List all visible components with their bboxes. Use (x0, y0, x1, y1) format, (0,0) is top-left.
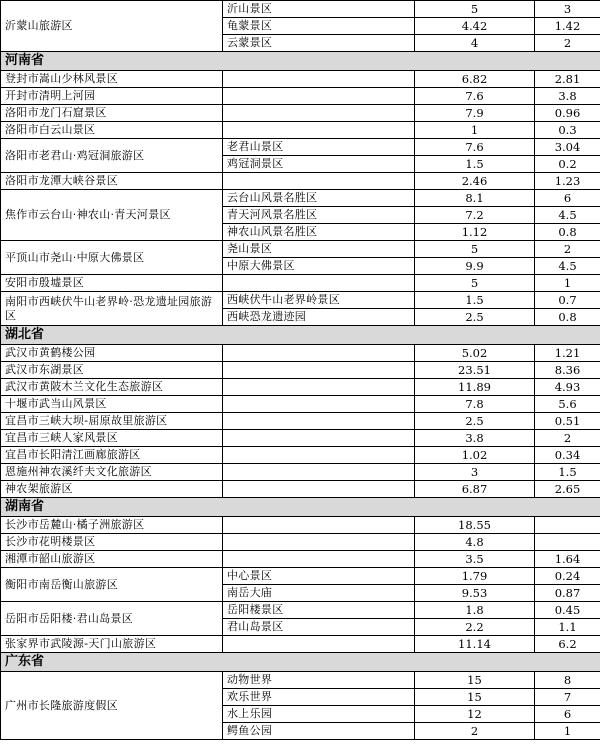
value-cell: 0.51 (535, 413, 600, 430)
sub-area-cell (223, 551, 415, 568)
sub-area-cell (223, 447, 415, 464)
value-cell: 1.1 (535, 619, 600, 636)
table-row (1, 1, 600, 18)
table-row (1, 464, 600, 481)
value-cell: 3.8 (535, 88, 600, 105)
value-cell: 0.3 (535, 122, 600, 139)
province-row (1, 498, 600, 517)
value-cell: 5 (415, 1, 535, 18)
table-body (1, 1, 600, 740)
value-cell: 1.8 (415, 602, 535, 619)
value-cell: 1.5 (415, 156, 535, 173)
table-row (1, 517, 600, 534)
scenic-area-name: 洛阳市龙潭大峡谷景区 (1, 173, 223, 190)
table-row (1, 636, 600, 653)
scenic-area-name: 张家界市武陵源-天门山旅游区 (1, 636, 223, 653)
table-row (1, 362, 600, 379)
province-label: 河南省 (1, 52, 600, 71)
sub-area-cell (223, 534, 415, 551)
value-cell: 3.8 (415, 430, 535, 447)
value-cell: 11.14 (415, 636, 535, 653)
sub-area-cell (223, 362, 415, 379)
sub-area-name: 鸡冠洞景区 (223, 156, 415, 173)
sub-area-cell (223, 396, 415, 413)
table-row (1, 481, 600, 498)
value-cell: 4.93 (535, 379, 600, 396)
value-cell: 0.87 (535, 585, 600, 602)
value-cell: 0.34 (535, 447, 600, 464)
value-cell: 7.2 (415, 207, 535, 224)
scenic-area-name: 洛阳市老君山·鸡冠洞旅游区 (1, 139, 223, 173)
value-cell: 7.9 (415, 105, 535, 122)
value-cell: 3.5 (415, 551, 535, 568)
value-cell: 5.02 (415, 345, 535, 362)
value-cell: 7.8 (415, 396, 535, 413)
value-cell: 1.21 (535, 345, 600, 362)
value-cell: 15 (415, 672, 535, 689)
value-cell (535, 534, 600, 551)
sub-area-name: 沂山景区 (223, 1, 415, 18)
scenic-area-name: 武汉市东湖景区 (1, 362, 223, 379)
table-row (1, 122, 600, 139)
value-cell: 4.5 (535, 258, 600, 275)
sub-area-name: 龟蒙景区 (223, 18, 415, 35)
sub-area-name: 水上乐园 (223, 706, 415, 723)
value-cell: 3 (415, 464, 535, 481)
value-cell: 0.24 (535, 568, 600, 585)
sub-area-name: 老君山景区 (223, 139, 415, 156)
value-cell: 2.2 (415, 619, 535, 636)
sub-area-cell (223, 71, 415, 88)
scenic-area-name: 衡阳市南岳衡山旅游区 (1, 568, 223, 602)
value-cell: 1 (535, 723, 600, 740)
scenic-area-name: 南阳市西峡伏牛山老界岭·恐龙遗址园旅游区 (1, 292, 223, 326)
table-row (1, 602, 600, 619)
sub-area-name: 君山岛景区 (223, 619, 415, 636)
sub-area-name: 云台山风景名胜区 (223, 190, 415, 207)
value-cell: 8.1 (415, 190, 535, 207)
value-cell: 23.51 (415, 362, 535, 379)
value-cell: 0.8 (535, 224, 600, 241)
value-cell: 2.46 (415, 173, 535, 190)
scenic-area-name: 沂蒙山旅游区 (1, 1, 223, 52)
scenic-area-name: 长沙市岳麓山·橘子洲旅游区 (1, 517, 223, 534)
value-cell: 4.42 (415, 18, 535, 35)
table-row (1, 71, 600, 88)
sub-area-cell (223, 173, 415, 190)
value-cell: 6 (535, 706, 600, 723)
sub-area-name: 欢乐世界 (223, 689, 415, 706)
province-row (1, 653, 600, 672)
scenic-area-name: 神农架旅游区 (1, 481, 223, 498)
province-label: 湖北省 (1, 326, 600, 345)
scenic-area-name: 登封市嵩山少林风景区 (1, 71, 223, 88)
scenic-area-name: 洛阳市白云山景区 (1, 122, 223, 139)
value-cell: 1 (415, 122, 535, 139)
sub-area-cell (223, 464, 415, 481)
scenic-area-name: 平顶山市尧山·中原大佛景区 (1, 241, 223, 275)
table-row (1, 413, 600, 430)
value-cell: 6.2 (535, 636, 600, 653)
value-cell: 0.96 (535, 105, 600, 122)
table-row (1, 105, 600, 122)
scenic-area-name: 武汉市黄鹤楼公园 (1, 345, 223, 362)
table-row (1, 292, 600, 309)
sub-area-cell (223, 345, 415, 362)
scenic-area-name: 宜昌市三峡人家风景区 (1, 430, 223, 447)
value-cell: 6.82 (415, 71, 535, 88)
value-cell: 4.5 (535, 207, 600, 224)
value-cell: 2 (415, 723, 535, 740)
sub-area-cell (223, 636, 415, 653)
sub-area-name: 岳阳楼景区 (223, 602, 415, 619)
value-cell: 2 (535, 35, 600, 52)
table-row (1, 241, 600, 258)
scenic-area-name: 长沙市花明楼景区 (1, 534, 223, 551)
province-label: 湖南省 (1, 498, 600, 517)
value-cell: 1.64 (535, 551, 600, 568)
value-cell: 1.79 (415, 568, 535, 585)
scenic-area-name: 恩施州神农溪纤夫文化旅游区 (1, 464, 223, 481)
value-cell: 1.23 (535, 173, 600, 190)
sub-area-cell (223, 275, 415, 292)
value-cell: 2 (535, 430, 600, 447)
table-row (1, 173, 600, 190)
value-cell: 2.5 (415, 413, 535, 430)
value-cell: 11.89 (415, 379, 535, 396)
sub-area-cell (223, 88, 415, 105)
table-row (1, 275, 600, 292)
table-row (1, 379, 600, 396)
province-row (1, 326, 600, 345)
province-label: 广东省 (1, 653, 600, 672)
value-cell: 8.36 (535, 362, 600, 379)
value-cell: 1.12 (415, 224, 535, 241)
table-row (1, 430, 600, 447)
value-cell: 4.8 (415, 534, 535, 551)
value-cell: 2.5 (415, 309, 535, 326)
value-cell: 6.87 (415, 481, 535, 498)
value-cell: 0.2 (535, 156, 600, 173)
sub-area-name: 尧山景区 (223, 241, 415, 258)
value-cell: 7 (535, 689, 600, 706)
value-cell: 4 (415, 35, 535, 52)
sub-area-name: 青天河风景名胜区 (223, 207, 415, 224)
value-cell: 0.7 (535, 292, 600, 309)
scenic-area-name: 开封市清明上河园 (1, 88, 223, 105)
scenic-area-name: 湘潭市韶山旅游区 (1, 551, 223, 568)
value-cell: 1.02 (415, 447, 535, 464)
table-row (1, 447, 600, 464)
value-cell (535, 517, 600, 534)
scenic-area-name: 宜昌市长阳清江画廊旅游区 (1, 447, 223, 464)
value-cell: 7.6 (415, 139, 535, 156)
sub-area-name: 西峡伏牛山老界岭景区 (223, 292, 415, 309)
value-cell: 8 (535, 672, 600, 689)
scenic-area-name: 焦作市云台山·神农山·青天河景区 (1, 190, 223, 241)
table-row (1, 551, 600, 568)
sub-area-cell (223, 481, 415, 498)
sub-area-name: 中原大佛景区 (223, 258, 415, 275)
sub-area-name: 西峡恐龙遗迹园 (223, 309, 415, 326)
value-cell: 2 (535, 241, 600, 258)
scenic-area-name: 安阳市殷墟景区 (1, 275, 223, 292)
value-cell: 12 (415, 706, 535, 723)
sub-area-cell (223, 379, 415, 396)
value-cell: 2.81 (535, 71, 600, 88)
province-row (1, 52, 600, 71)
value-cell: 3 (535, 1, 600, 18)
sub-area-name: 云蒙景区 (223, 35, 415, 52)
value-cell: 15 (415, 689, 535, 706)
sub-area-cell (223, 105, 415, 122)
table-row (1, 568, 600, 585)
sub-area-cell (223, 122, 415, 139)
scenic-area-name: 广州市长隆旅游度假区 (1, 672, 223, 740)
value-cell: 6 (535, 190, 600, 207)
value-cell: 3.04 (535, 139, 600, 156)
scenic-area-name: 武汉市黄陂木兰文化生态旅游区 (1, 379, 223, 396)
table-row (1, 672, 600, 689)
sub-area-name: 神农山风景名胜区 (223, 224, 415, 241)
sub-area-cell (223, 413, 415, 430)
scenic-area-name: 洛阳市龙门石窟景区 (1, 105, 223, 122)
scenic-area-name: 岳阳市岳阳楼·君山岛景区 (1, 602, 223, 636)
value-cell: 18.55 (415, 517, 535, 534)
value-cell: 0.8 (535, 309, 600, 326)
table-row (1, 139, 600, 156)
table-row (1, 88, 600, 105)
value-cell: 5 (415, 275, 535, 292)
value-cell: 9.53 (415, 585, 535, 602)
value-cell: 1 (535, 275, 600, 292)
sub-area-cell (223, 430, 415, 447)
scenic-area-name: 十堰市武当山风景区 (1, 396, 223, 413)
value-cell: 0.45 (535, 602, 600, 619)
sub-area-name: 动物世界 (223, 672, 415, 689)
value-cell: 9.9 (415, 258, 535, 275)
sub-area-cell (223, 517, 415, 534)
scenic-area-name: 宜昌市三峡大坝-屈原故里旅游区 (1, 413, 223, 430)
value-cell: 7.6 (415, 88, 535, 105)
value-cell: 5 (415, 241, 535, 258)
table-row (1, 534, 600, 551)
value-cell: 2.65 (535, 481, 600, 498)
sub-area-name: 中心景区 (223, 568, 415, 585)
value-cell: 1.42 (535, 18, 600, 35)
sub-area-name: 鳄鱼公园 (223, 723, 415, 740)
table-row (1, 345, 600, 362)
sub-area-name: 南岳大庙 (223, 585, 415, 602)
value-cell: 5.6 (535, 396, 600, 413)
table-row (1, 190, 600, 207)
value-cell: 1.5 (535, 464, 600, 481)
value-cell: 1.5 (415, 292, 535, 309)
table-row (1, 396, 600, 413)
